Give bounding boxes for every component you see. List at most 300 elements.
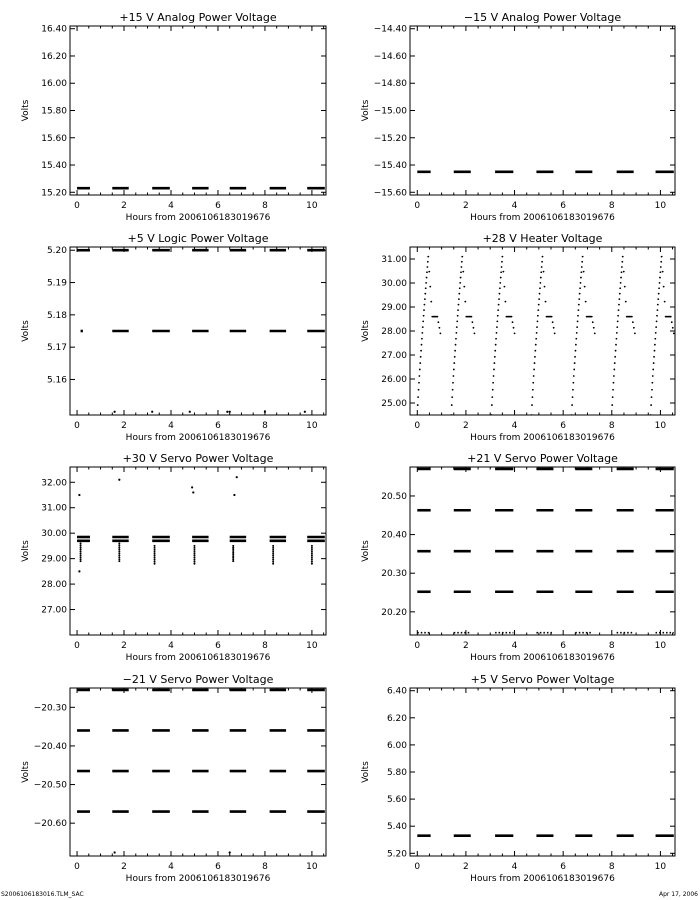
x-tick-label: 4 [168, 862, 174, 872]
x-tick-label: 2 [463, 641, 469, 651]
data-point [472, 321, 474, 323]
data-point [78, 570, 80, 572]
data-point [461, 261, 463, 263]
plot-frame [410, 26, 675, 195]
y-tick-label: 5.18 [46, 310, 67, 321]
data-layer [417, 469, 673, 633]
y-tick-label: 5.40 [386, 822, 407, 833]
data-point [154, 549, 156, 551]
data-point [621, 266, 623, 268]
data-point [654, 344, 656, 346]
data-point [154, 555, 156, 557]
data-point [614, 362, 616, 364]
data-point [191, 486, 193, 488]
data-point [614, 356, 616, 358]
data-point [118, 550, 120, 552]
data-point [118, 554, 120, 556]
y-tick-label: −14.40 [373, 24, 407, 35]
data-point [304, 411, 306, 413]
footer-date: Apr 17, 2006 [658, 891, 698, 898]
data-point [272, 545, 274, 547]
data-point [451, 396, 453, 398]
data-point [420, 350, 422, 352]
data-point [660, 261, 662, 263]
data-point [571, 414, 573, 416]
data-point [625, 301, 627, 303]
data-point [531, 414, 533, 416]
data-point [672, 327, 674, 329]
y-tick-label: −15.60 [373, 188, 407, 199]
data-point [417, 396, 419, 398]
x-tick-label: 6 [560, 201, 567, 211]
data-point [532, 389, 534, 391]
data-point [575, 338, 577, 340]
data-point [534, 362, 536, 364]
data-point [536, 326, 538, 328]
data-point [660, 266, 662, 268]
data-point [80, 556, 82, 558]
y-tick-label: 5.19 [46, 278, 67, 289]
data-point [454, 350, 456, 352]
data-point [615, 344, 617, 346]
x-tick-label: 8 [262, 862, 268, 872]
data-point [118, 542, 120, 544]
data-point [611, 404, 613, 406]
y-tick-label: 25.00 [381, 399, 407, 409]
data-point [622, 256, 624, 258]
data-point [540, 271, 542, 273]
data-point [594, 333, 596, 335]
data-point [612, 389, 614, 391]
data-point [193, 561, 195, 563]
data-point [272, 557, 274, 559]
data-point [537, 321, 539, 323]
data-point [621, 271, 623, 273]
data-point [118, 560, 120, 562]
data-point [657, 304, 659, 306]
plot-frame [70, 26, 326, 195]
data-point [673, 333, 675, 335]
y-tick-label: 20.20 [381, 607, 407, 618]
data-point [532, 396, 534, 398]
y-tick-label: 31.00 [41, 503, 67, 514]
data-point [80, 554, 82, 556]
data-point [428, 271, 430, 273]
data-layer [77, 690, 325, 854]
data-point [272, 555, 274, 557]
chart-panel-3 [21, 232, 326, 443]
data-layer [77, 476, 325, 572]
data-point [311, 553, 313, 555]
data-point [464, 301, 466, 303]
data-point [418, 382, 420, 384]
data-point [461, 256, 463, 258]
data-point [233, 494, 235, 496]
x-tick-label: 6 [215, 862, 221, 872]
y-tick-label: −15.00 [373, 106, 407, 117]
data-point [473, 327, 475, 329]
chart-title: +28 V Heater Voltage [482, 232, 603, 245]
data-point [538, 298, 540, 300]
chart-panel-7 [21, 673, 326, 884]
x-tick-label: 8 [262, 201, 268, 211]
data-point [618, 309, 620, 311]
data-point [575, 344, 577, 346]
data-point [580, 277, 582, 279]
x-tick-label: 10 [654, 421, 667, 431]
x-tick-label: 2 [121, 201, 127, 211]
data-point [193, 563, 195, 565]
data-point [658, 287, 660, 289]
footer-filename: S2006106183016.TLM_SAC [1, 891, 84, 898]
data-point [193, 553, 195, 555]
data-point [493, 375, 495, 377]
data-point [459, 282, 461, 284]
data-point [425, 282, 427, 284]
x-tick-label: 8 [262, 641, 268, 651]
data-point [551, 316, 553, 318]
data-point [311, 547, 313, 549]
data-point [613, 369, 615, 371]
data-point [617, 321, 619, 323]
data-point [501, 256, 503, 258]
y-tick-label: −14.60 [373, 51, 407, 62]
data-point [272, 547, 274, 549]
data-point [553, 327, 555, 329]
chart-title: +21 V Servo Power Voltage [467, 452, 618, 465]
y-tick-label: 29.00 [381, 303, 407, 313]
data-point [497, 309, 499, 311]
y-tick-label: 20.50 [381, 491, 407, 502]
x-tick-label: 8 [262, 421, 268, 431]
data-point [420, 356, 422, 358]
data-point [658, 293, 660, 295]
data-point [654, 338, 656, 340]
y-tick-label: 16.00 [41, 79, 67, 90]
data-point [154, 557, 156, 559]
data-point [80, 542, 82, 544]
x-tick-label: 10 [654, 641, 667, 651]
data-point [533, 375, 535, 377]
data-point [455, 338, 457, 340]
data-point [311, 557, 313, 559]
data-point [154, 545, 156, 547]
data-point [532, 382, 534, 384]
data-point [458, 293, 460, 295]
data-point [424, 298, 426, 300]
data-point [462, 271, 464, 273]
x-axis-label: Hours from 2006106183019676 [125, 213, 271, 223]
x-tick-label: 10 [654, 862, 667, 872]
data-point [576, 332, 578, 334]
data-point [662, 271, 664, 273]
data-point [437, 321, 439, 323]
data-point [657, 309, 659, 311]
data-point [500, 277, 502, 279]
data-point [272, 549, 274, 551]
x-tick-label: 4 [168, 641, 174, 651]
data-point [579, 293, 581, 295]
data-point [498, 304, 500, 306]
data-point [193, 557, 195, 559]
data-point [531, 404, 533, 406]
data-point [621, 261, 623, 263]
data-point [417, 404, 419, 406]
data-point [611, 414, 613, 416]
data-point [552, 321, 554, 323]
data-point [616, 326, 618, 328]
data-point [670, 316, 672, 318]
data-point [118, 546, 120, 548]
data-point [534, 356, 536, 358]
data-point [539, 287, 541, 289]
data-point [236, 476, 238, 478]
data-point [193, 555, 195, 557]
data-point [80, 552, 82, 554]
data-point [193, 545, 195, 547]
x-tick-label: 6 [215, 201, 221, 211]
data-point [659, 271, 661, 273]
data-point [311, 563, 313, 565]
x-tick-label: 2 [121, 421, 127, 431]
data-point [499, 293, 501, 295]
data-point [80, 560, 82, 562]
data-point [419, 369, 421, 371]
plot-frame [410, 688, 675, 856]
x-axis-label: Hours from 2006106183019676 [125, 433, 271, 443]
data-point [421, 332, 423, 334]
data-point [114, 411, 116, 413]
data-point [151, 411, 153, 413]
chart-panel-8 [361, 673, 675, 884]
data-point [494, 350, 496, 352]
data-point [429, 286, 431, 288]
data-point [470, 316, 472, 318]
data-point [426, 271, 428, 273]
x-tick-label: 2 [463, 421, 469, 431]
data-point [657, 298, 659, 300]
data-point [80, 558, 82, 560]
data-point [491, 404, 493, 406]
data-point [514, 333, 516, 335]
data-point [154, 559, 156, 561]
y-axis-label: Volts [21, 99, 31, 122]
data-point [581, 261, 583, 263]
x-axis-label: Hours from 2006106183019676 [470, 653, 615, 663]
data-point [193, 547, 195, 549]
data-point [80, 544, 82, 546]
y-tick-label: 16.40 [41, 24, 67, 35]
data-point [655, 332, 657, 334]
y-tick-label: 6.20 [386, 713, 407, 724]
data-point [572, 382, 574, 384]
data-point [192, 491, 194, 493]
data-point [616, 332, 618, 334]
data-point [591, 316, 593, 318]
chart-title: +5 V Logic Power Voltage [127, 232, 269, 245]
y-tick-label: 6.40 [386, 686, 407, 697]
x-tick-label: 0 [414, 862, 421, 872]
data-point [154, 561, 156, 563]
data-point [154, 551, 156, 553]
data-point [436, 316, 438, 318]
x-tick-label: 10 [306, 641, 318, 651]
data-point [226, 411, 228, 413]
x-tick-label: 10 [306, 862, 318, 872]
data-point [576, 326, 578, 328]
y-tick-label: 28.00 [381, 327, 407, 337]
data-point [584, 286, 586, 288]
data-layer [416, 256, 674, 416]
x-tick-label: 6 [560, 862, 567, 872]
data-point [539, 282, 541, 284]
data-point [535, 338, 537, 340]
y-tick-label: 20.40 [381, 530, 407, 541]
data-point [612, 396, 614, 398]
y-axis-label: Volts [361, 540, 371, 562]
data-point [453, 362, 455, 364]
data-point [80, 548, 82, 550]
data-point [118, 544, 120, 546]
data-point [419, 362, 421, 364]
data-point [452, 389, 454, 391]
data-point [452, 382, 454, 384]
data-point [536, 332, 538, 334]
x-tick-label: 2 [121, 641, 127, 651]
data-point [541, 266, 543, 268]
y-axis-label: Volts [361, 320, 371, 342]
data-point [624, 286, 626, 288]
data-point [232, 560, 234, 562]
y-tick-label: −15.20 [373, 133, 407, 144]
data-point [650, 404, 652, 406]
x-tick-label: 8 [608, 641, 615, 651]
x-tick-label: 6 [560, 421, 567, 431]
x-tick-label: 8 [608, 862, 615, 872]
x-tick-label: 6 [215, 641, 221, 651]
data-point [501, 261, 503, 263]
y-axis-label: Volts [21, 540, 31, 562]
data-layer [77, 250, 325, 413]
data-point [504, 286, 506, 288]
x-tick-label: 10 [306, 421, 318, 431]
data-point [418, 389, 420, 391]
data-point [538, 304, 540, 306]
data-point [425, 287, 427, 289]
data-point [496, 332, 498, 334]
data-point [615, 350, 617, 352]
x-axis-label: Hours from 2006106183019676 [470, 213, 615, 223]
data-point [272, 553, 274, 555]
data-point [663, 286, 665, 288]
data-point [661, 256, 663, 258]
data-point [653, 356, 655, 358]
data-point [421, 344, 423, 346]
data-point [311, 561, 313, 563]
data-point [574, 362, 576, 364]
x-tick-label: 8 [608, 421, 615, 431]
data-point [664, 301, 666, 303]
data-point [540, 277, 542, 279]
chart-title: −15 V Analog Power Voltage [463, 11, 622, 24]
y-tick-label: 6.00 [386, 740, 407, 751]
data-point [438, 327, 440, 329]
x-tick-label: 10 [306, 201, 318, 211]
data-point [423, 309, 425, 311]
data-point [533, 369, 535, 371]
data-point [80, 546, 82, 548]
data-point [582, 256, 584, 258]
data-point [652, 375, 654, 377]
x-tick-label: 8 [608, 201, 615, 211]
y-tick-label: −14.80 [373, 79, 407, 90]
data-point [118, 556, 120, 558]
x-tick-label: 0 [414, 641, 421, 651]
data-point [450, 414, 452, 416]
x-tick-label: 4 [168, 421, 174, 431]
data-point [461, 266, 463, 268]
data-point [114, 851, 116, 853]
data-point [424, 304, 426, 306]
data-point [501, 266, 503, 268]
data-point [439, 333, 441, 335]
data-point [272, 559, 274, 561]
y-tick-label: −15.40 [373, 161, 407, 172]
data-point [593, 327, 595, 329]
data-point [616, 338, 618, 340]
y-tick-label: 5.80 [386, 768, 407, 778]
y-axis-label: Volts [361, 99, 371, 122]
data-point [578, 309, 580, 311]
y-tick-label: 28.00 [41, 580, 67, 591]
y-tick-label: 15.40 [41, 161, 67, 172]
x-tick-label: 0 [74, 862, 80, 872]
data-point [653, 362, 655, 364]
data-point [80, 550, 82, 552]
data-point [500, 271, 502, 273]
chart-title: +15 V Analog Power Voltage [119, 11, 277, 24]
data-point [613, 375, 615, 377]
x-axis-label: Hours from 2006106183019676 [125, 653, 271, 663]
data-point [572, 389, 574, 391]
data-point [421, 338, 423, 340]
data-point [511, 316, 513, 318]
plot-frame [70, 467, 326, 635]
data-point [512, 321, 514, 323]
data-point [659, 282, 661, 284]
data-point [311, 545, 313, 547]
data-point [424, 293, 426, 295]
data-point [577, 321, 579, 323]
data-point [418, 375, 420, 377]
chart-title: +30 V Servo Power Voltage [122, 452, 274, 465]
data-point [513, 327, 515, 329]
data-point [494, 356, 496, 358]
chart-panel-1 [21, 11, 326, 223]
data-point [505, 301, 507, 303]
y-tick-label: 15.80 [41, 106, 67, 117]
y-axis-label: Volts [21, 320, 31, 342]
data-point [651, 396, 653, 398]
data-point [154, 553, 156, 555]
data-point [534, 350, 536, 352]
data-point [118, 479, 120, 481]
y-tick-label: 5.17 [46, 343, 67, 354]
data-point [496, 326, 498, 328]
data-point [491, 396, 493, 398]
data-point [656, 321, 658, 323]
data-point [493, 369, 495, 371]
